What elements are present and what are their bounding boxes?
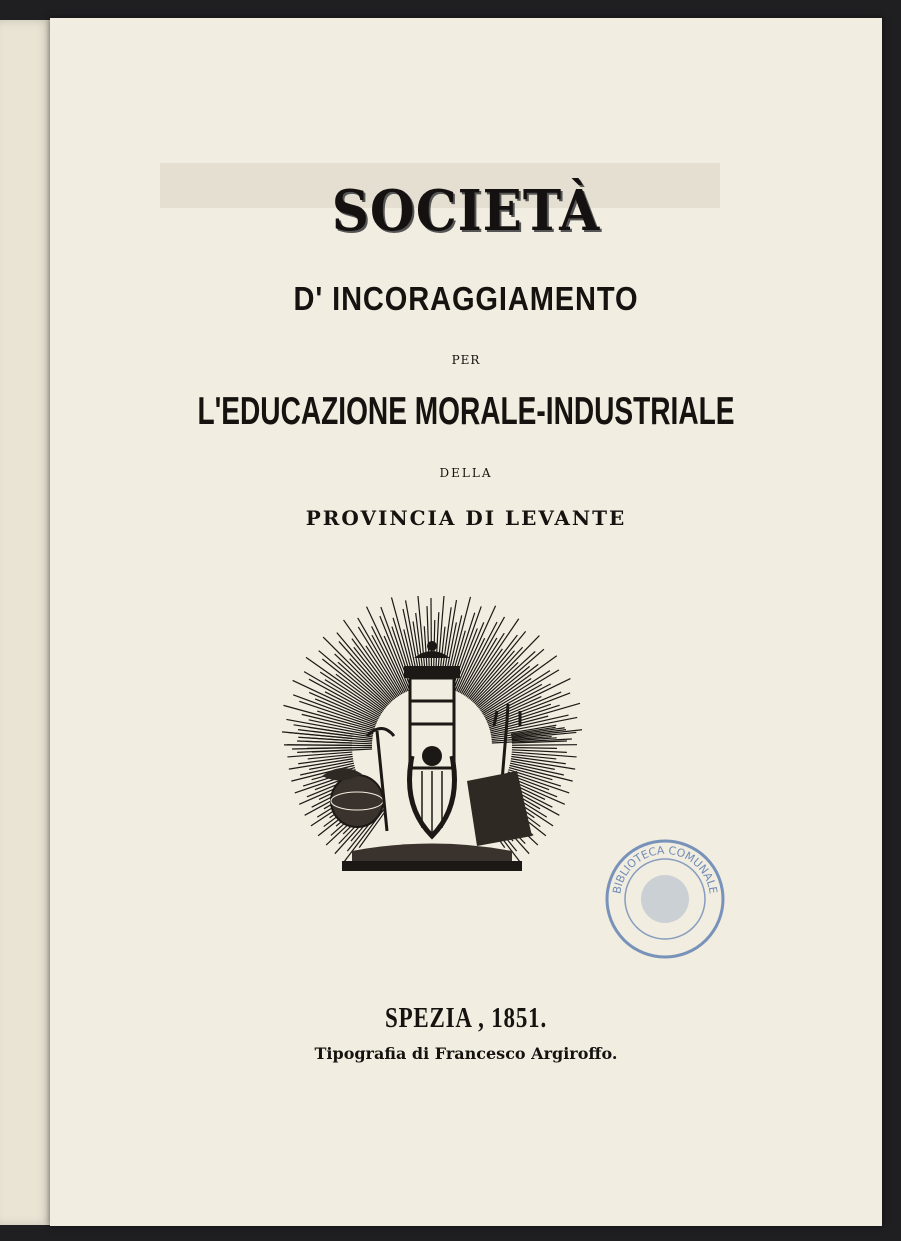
title-provincia: PROVINCIA DI LEVANTE bbox=[305, 506, 627, 530]
title-per: PER bbox=[451, 353, 481, 367]
left-facing-page bbox=[0, 20, 54, 1225]
title-page bbox=[50, 18, 882, 1226]
emblem-engraving-icon bbox=[282, 596, 582, 886]
imprint-place-year: SPEZIA , 1851. bbox=[384, 1003, 548, 1034]
title-educazione: L'EDUCAZIONE MORALE-INDUSTRIALE bbox=[197, 390, 735, 433]
title-incoraggiamento: D' INCORAGGIAMENTO bbox=[293, 280, 639, 317]
imprint-printer: Tipografia di Francesco Argiroffo. bbox=[314, 1044, 618, 1063]
title-della: DELLA bbox=[439, 466, 493, 480]
stamp-text: BIBLIOTECA COMUNALE bbox=[610, 843, 720, 895]
library-stamp-icon bbox=[602, 836, 728, 962]
title-societa: SOCIETÀ bbox=[331, 178, 601, 244]
